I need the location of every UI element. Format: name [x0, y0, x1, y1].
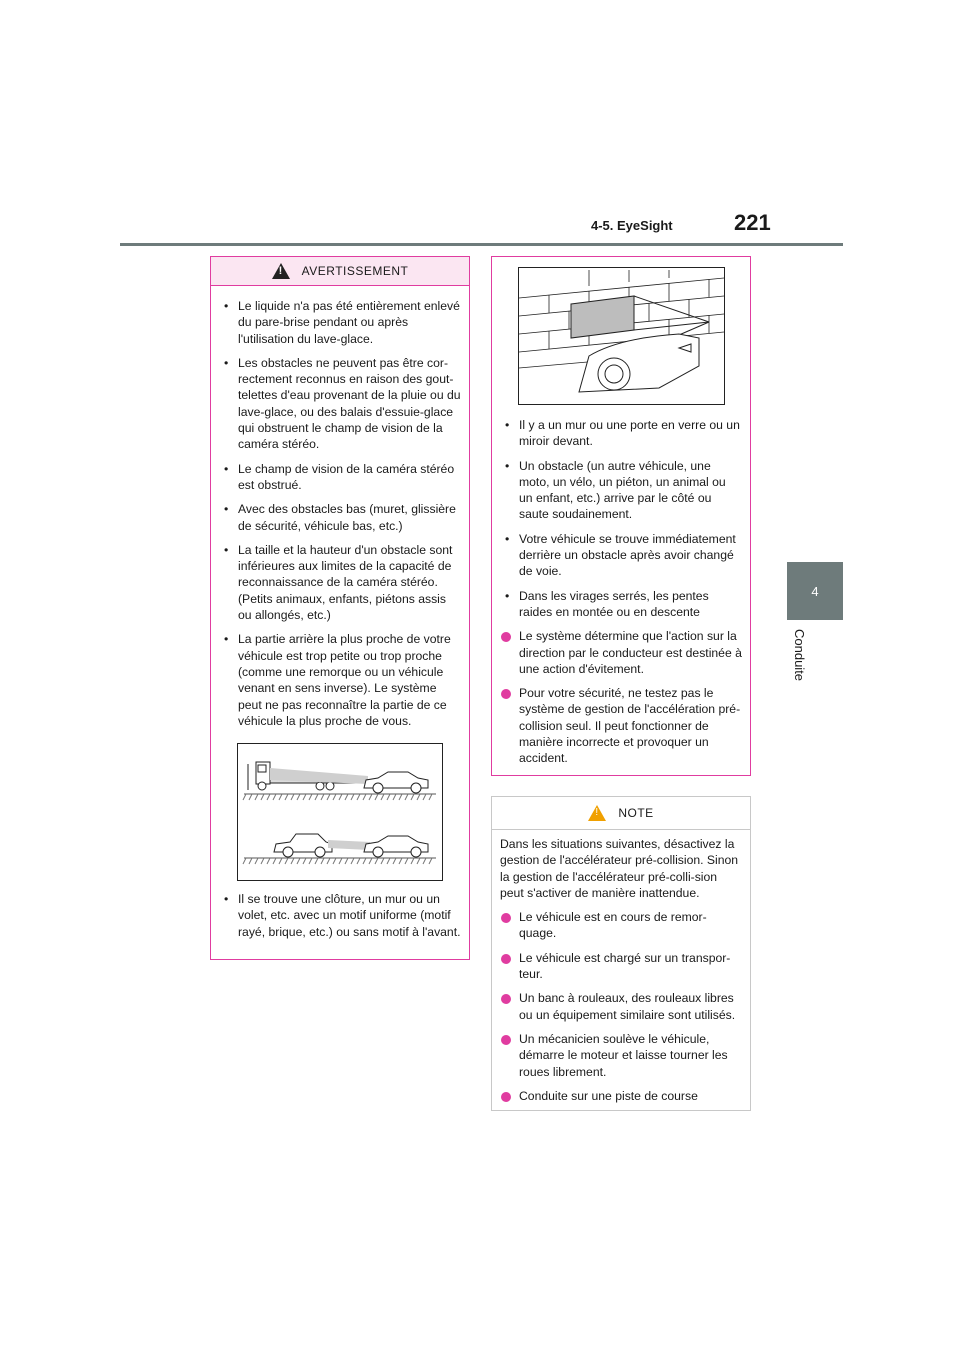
section-title: 4-5. EyeSight [591, 218, 673, 233]
vehicle-detection-illustration [237, 743, 443, 881]
vehicle-illustration-svg [238, 744, 442, 880]
car-front-icon [579, 334, 699, 392]
chapter-number: 4 [811, 583, 819, 599]
list-item: • La taille et la hauteur d'un obstacle sont inférieures aux limites de la capacité de reconnaissance de la caméra stéréo. (Petits animaux, enfants, piétons assis ou allongés, etc.) [219, 542, 461, 623]
note-box-header [492, 797, 750, 830]
car-icon [364, 772, 428, 793]
dot-item: Le système détermine que l'action sur la direction par le conducteur est destinée à une action d'évitement. [500, 628, 742, 677]
sensor-beam-2 [328, 840, 370, 850]
note-body [492, 830, 750, 1104]
note-item: Le véhicule est en cours de remor-quage. [500, 909, 742, 942]
dot-item: Pour votre sécurité, ne testez pas le système de gestion de l'accélération pré-collision seul. Il peut fonctionner de manière incorrecte et provoquer un accident. [500, 685, 742, 766]
hatch-bottom [243, 858, 432, 864]
brick-wall-illustration [518, 267, 725, 405]
note-title: NOTE [618, 806, 654, 820]
header-rule [120, 243, 843, 246]
list-item: • Votre véhicule se trouve immédiatement derrière un obstacle après avoir changé de voie. [500, 531, 742, 580]
sedan-icon [274, 834, 332, 857]
glass-panel [571, 296, 634, 338]
warning-box [210, 256, 470, 960]
chapter-tab [787, 562, 843, 620]
list-item: • Il se trouve une clôture, un mur ou un volet, etc. avec un motif uniforme (motif rayé, brique, etc.) ou sans motif à l'avant. [219, 891, 461, 940]
chapter-label-container [787, 629, 843, 719]
hatch-top [243, 794, 432, 800]
warning-body [211, 286, 469, 940]
note-item: Un banc à rouleaux, des rouleaux libres ou un équipement similaire sont utilisés. [500, 990, 742, 1023]
chapter-label: Conduite [792, 629, 807, 682]
list-item: • Un obstacle (un autre véhicule, une moto, un vélo, un piéton, un animal ou un enfant, etc.) arrive par le côté ou saute soudainement. [500, 458, 742, 523]
continued-warning-box [491, 256, 751, 776]
note-item: Un mécanicien soulève le véhicule, démarre le moteur et laisse tourner les roues librement. [500, 1031, 742, 1080]
list-item: • Les obstacles ne peuvent pas être cor-rectement reconnus en raison des gout-telettes d'eau provenant de la pluie ou du lave-glace, ou des balais d'essuie-glace qui obstruent le champ de vision de la caméra stéréo. [219, 355, 461, 453]
note-intro: Dans les situations suivantes, désactivez la gestion de l'accélérateur pré-collision. Sinon la gestion de l'accélérateur pré-colli-sion peut s'activer de manière inattendue. [500, 837, 739, 900]
list-item: • Dans les virages serrés, les pentes raides en montée ou en descente [500, 588, 742, 621]
note-item: Le véhicule est chargé sur un transpor-teur. [500, 950, 742, 983]
wall-illustration-svg [519, 268, 724, 404]
warning-box-header [211, 257, 469, 286]
continued-body [492, 257, 750, 767]
list-item: • Le champ de vision de la caméra stéréo est obstrué. [219, 461, 461, 494]
list-item: • Il y a un mur ou une porte en verre ou un miroir devant. [500, 417, 742, 450]
car-icon-2 [364, 836, 428, 857]
note-item: Conduite sur une piste de course [500, 1088, 742, 1104]
warning-title: AVERTISSEMENT [301, 264, 409, 278]
warning-icon [272, 263, 290, 279]
caution-icon [588, 805, 606, 821]
page-number: 221 [734, 210, 771, 235]
note-box [491, 796, 751, 1111]
list-item: • Le liquide n'a pas été entièrement enlevé du pare-brise pendant ou après l'utilisation du lave-glace. [219, 298, 461, 347]
list-item: • Avec des obstacles bas (muret, glissière de sécurité, véhicule bas, etc.) [219, 501, 461, 534]
list-item: • La partie arrière la plus proche de votre véhicule est trop petite ou trop proche (comme une remorque ou un véhicule venant en sens inverse). Le système peut ne pas reconnaître la partie de ce véhicule la plus proche de vous. [219, 631, 461, 729]
